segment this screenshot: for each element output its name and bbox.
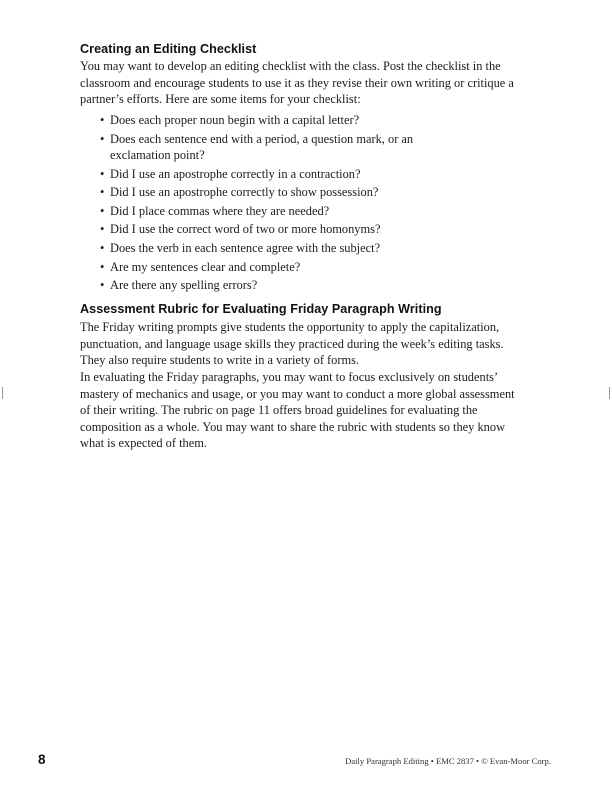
- checklist-item-text: Did I use the correct word of two or more homonyms?: [110, 222, 381, 237]
- checklist-intro: You may want to develop an editing checklist with the class. Post the checklist in the classroom and encourage students to use it as they revise their own writing or critique a partner’s efforts. Here are some items for your checklist:: [80, 59, 514, 106]
- bullet-icon: •: [100, 131, 105, 146]
- footer-credit: Daily Paragraph Editing • EMC 2837 • © Evan-Moor Corp.: [345, 756, 551, 766]
- checklist-item-text: Did I place commas where they are needed?: [110, 203, 330, 218]
- checklist-item: [100, 165, 520, 184]
- crop-mark-left: [2, 387, 3, 399]
- checklist-item-text: Did I use an apostrophe correctly in a contraction?: [110, 166, 361, 181]
- editing-checklist: [100, 111, 520, 295]
- checklist-item-text: Does the verb in each sentence agree with the subject?: [110, 240, 381, 255]
- bullet-icon: •: [100, 240, 105, 255]
- checklist-item: [100, 130, 520, 165]
- checklist-item-text: Does each sentence end with a period, a question mark, or an exclamation point?: [110, 131, 414, 162]
- page-number: 8: [38, 752, 46, 767]
- checklist-item: [100, 202, 520, 221]
- bullet-icon: •: [100, 222, 105, 237]
- checklist-item: [100, 239, 520, 258]
- checklist-item-text: Did I use an apostrophe correctly to show possession?: [110, 185, 379, 200]
- rubric-heading: Assessment Rubric for Evaluating Friday Paragraph Writing: [80, 302, 442, 316]
- bullet-icon: •: [100, 278, 105, 293]
- checklist-item: [100, 183, 520, 202]
- bullet-icon: •: [100, 259, 105, 274]
- checklist-item: [100, 276, 520, 295]
- bullet-icon: •: [100, 166, 105, 181]
- checklist-item: [100, 258, 520, 277]
- bullet-icon: •: [100, 113, 105, 127]
- rubric-paragraph-2: In evaluating the Friday paragraphs, you may want to focus exclusively on students’ mastery of mechanics and usage, or you may want to conduct a more global assessment of their writing. The rubric on page 11 offers broad guidelines for evaluating the composition as a whole. You may want to share the rubric with students so they know what is expected of them.: [80, 370, 515, 450]
- rubric-paragraph-1: The Friday writing prompts give students the opportunity to apply the capitalization, punctuation, and language usage skills they practiced during the week’s editing tasks. They also require students to write in a variety of forms.: [80, 320, 504, 367]
- bullet-icon: •: [100, 185, 105, 200]
- crop-mark-right: [609, 387, 610, 399]
- checklist-item: [100, 220, 520, 239]
- bullet-icon: •: [100, 203, 105, 218]
- checklist-item-text: Are there any spelling errors?: [110, 278, 258, 293]
- checklist-heading: Creating an Editing Checklist: [80, 42, 257, 56]
- checklist-item-text: Does each proper noun begin with a capital letter?: [110, 113, 360, 127]
- checklist-item-text: Are my sentences clear and complete?: [110, 259, 301, 274]
- checklist-item: [100, 111, 520, 130]
